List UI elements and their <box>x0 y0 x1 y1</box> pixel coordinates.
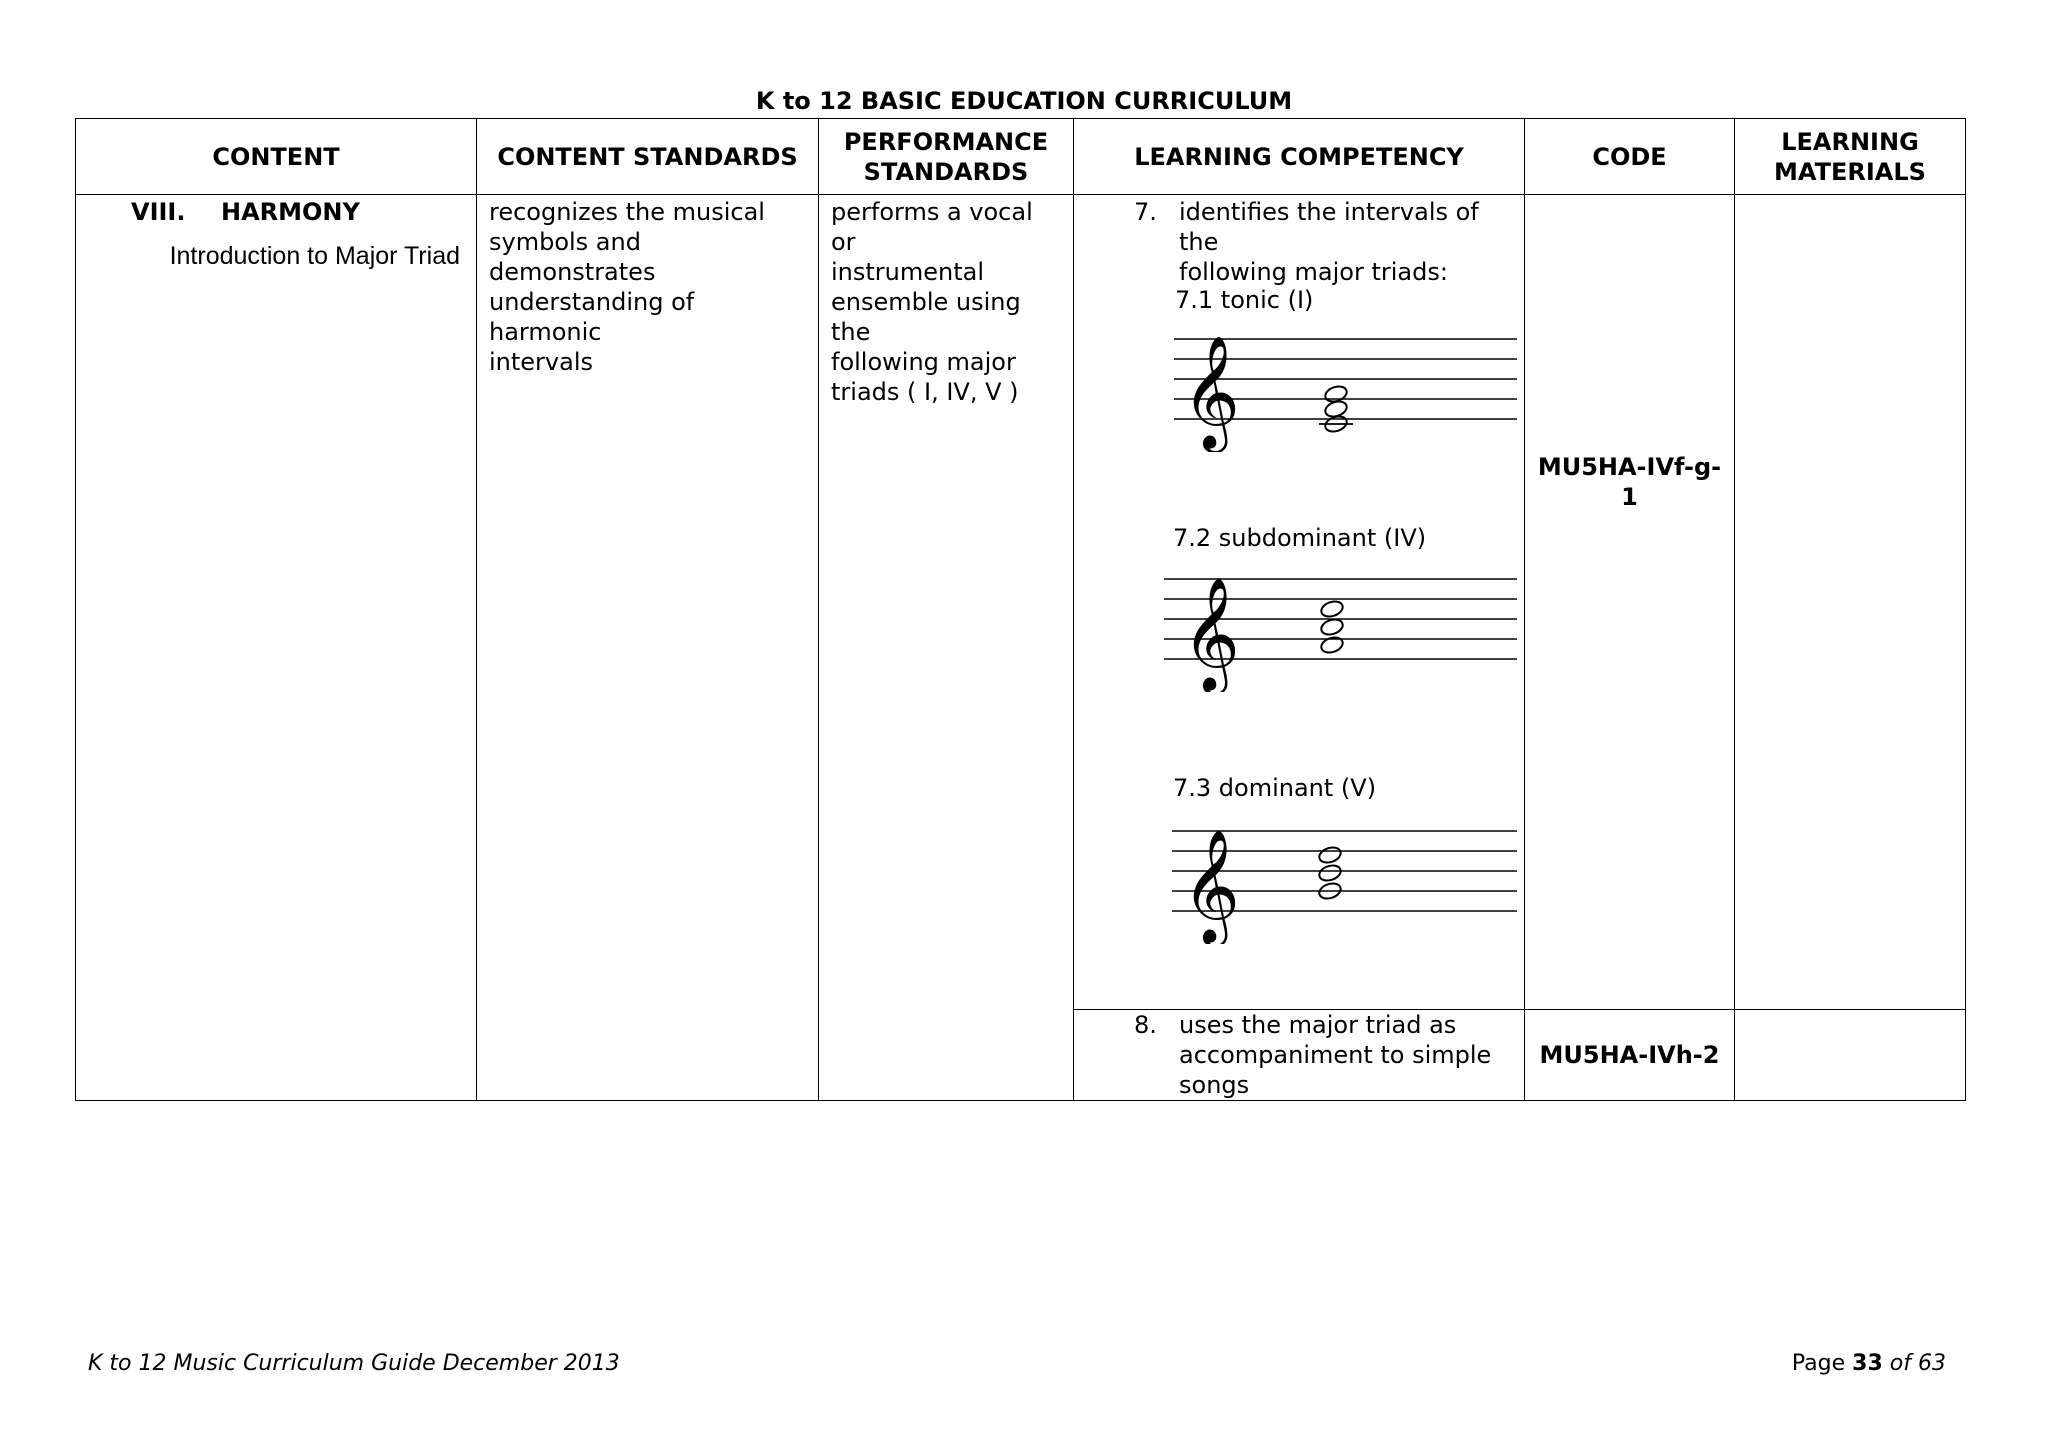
curriculum-table <box>75 118 1966 1101</box>
code-7-cell <box>1525 195 1735 1010</box>
header-performance-line1: PERFORMANCE <box>843 127 1049 156</box>
competency-7-number: 7. <box>1134 198 1157 226</box>
competency-7-cell <box>1074 195 1525 1010</box>
footer-page-current: 33 <box>1852 1351 1883 1376</box>
dominant-triad-staff-icon <box>1172 819 1519 944</box>
competency-7-line: following major triads: <box>1179 258 1448 286</box>
performance-standards-cell <box>819 195 1074 1101</box>
content-topic: HARMONY <box>221 198 360 226</box>
content-standards-text <box>477 195 818 377</box>
performance-standards-line: ensemble using the <box>831 288 1021 346</box>
performance-standards-line: following major <box>831 348 1016 376</box>
content-standards-line: understanding of harmonic <box>489 288 695 346</box>
code-8: MU5HA-IVh-2 <box>1539 1041 1720 1069</box>
header-code: CODE <box>1525 119 1735 195</box>
svg-text:𝄞: 𝄞 <box>1182 829 1240 943</box>
code-7-line2: 1 <box>1621 483 1638 511</box>
header-performance-line2: STANDARDS <box>863 157 1029 186</box>
header-row <box>76 119 1966 195</box>
competency-8-line: songs <box>1179 1071 1250 1099</box>
header-content: CONTENT <box>76 119 477 195</box>
content-standards-line: recognizes the musical <box>489 198 765 226</box>
content-cell <box>76 195 477 1101</box>
content-standards-line: intervals <box>489 348 594 376</box>
footer-page-prefix: Page <box>1791 1351 1846 1376</box>
content-standards-cell <box>477 195 819 1101</box>
competency-8-line: accompaniment to simple <box>1179 1041 1492 1069</box>
tonic-triad-staff-icon <box>1174 327 1519 452</box>
header-learning-materials <box>1735 119 1966 195</box>
competency-8-text <box>1074 1010 1524 1100</box>
performance-standards-text <box>819 195 1073 407</box>
performance-standards-line: instrumental <box>831 258 985 286</box>
competency-7-text <box>1074 195 1524 287</box>
header-learning-competency: LEARNING COMPETENCY <box>1074 119 1525 195</box>
header-materials-line1: LEARNING <box>1781 127 1919 156</box>
competency-8-line: uses the major triad as <box>1179 1011 1457 1039</box>
performance-standards-line: performs a vocal or <box>831 198 1033 256</box>
competency-8-cell <box>1074 1010 1525 1101</box>
content-heading <box>76 195 476 227</box>
header-materials-line2: MATERIALS <box>1774 157 1926 186</box>
document-title: K to 12 BASIC EDUCATION CURRICULUM <box>755 87 1293 115</box>
subdominant-triad-staff-icon <box>1164 567 1519 692</box>
code-7-line1: MU5HA-IVf-g- <box>1537 453 1722 481</box>
code-7 <box>1525 452 1734 512</box>
svg-text:𝄞: 𝄞 <box>1182 335 1240 449</box>
footer-page-number <box>1792 1351 1946 1376</box>
competency-8-number: 8. <box>1134 1011 1157 1039</box>
footer-page-total: of 63 <box>1889 1351 1946 1376</box>
triad-label-dominant: 7.3 dominant (V) <box>1173 774 1377 802</box>
row-competency-7 <box>76 195 1966 1010</box>
header-performance-standards <box>819 119 1074 195</box>
triad-label-subdominant: 7.2 subdominant (IV) <box>1173 524 1427 552</box>
learning-materials-7-cell <box>1735 195 1966 1010</box>
content-standards-line: symbols and demonstrates <box>489 228 656 286</box>
svg-text:𝄞: 𝄞 <box>1182 577 1240 691</box>
footer-guide-title: K to 12 Music Curriculum Guide December 2013 <box>88 1351 620 1376</box>
triad-label-tonic: 7.1 tonic (I) <box>1175 286 1314 314</box>
competency-7-line: identifies the intervals of the <box>1179 198 1479 256</box>
header-content-standards: CONTENT STANDARDS <box>477 119 819 195</box>
learning-materials-8-cell <box>1735 1010 1966 1101</box>
code-8-cell <box>1525 1010 1735 1101</box>
content-roman-numeral: VIII. <box>131 198 186 226</box>
content-subtopic: Introduction to Major Triad <box>169 242 460 270</box>
performance-standards-line: triads ( I, IV, V ) <box>831 378 1019 406</box>
